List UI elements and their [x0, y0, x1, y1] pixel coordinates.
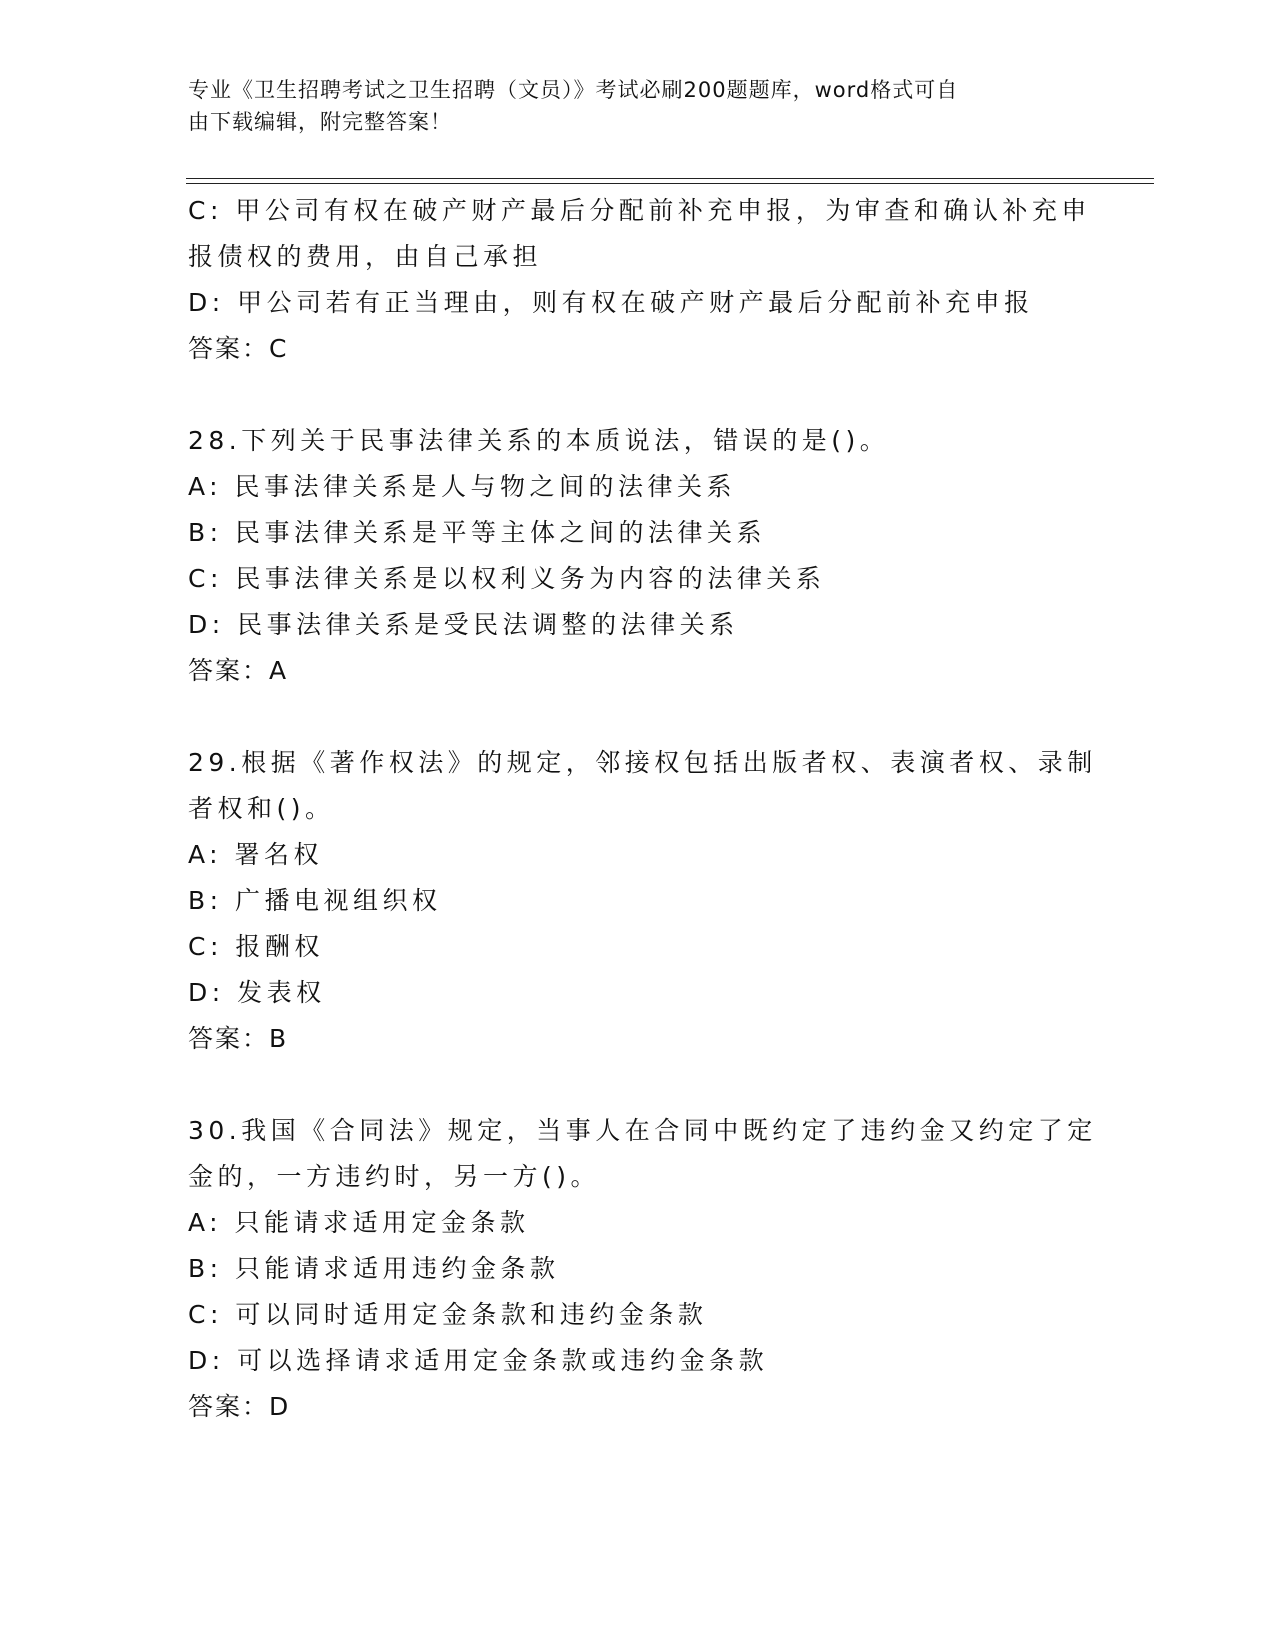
option-a: A: 署名权	[188, 840, 324, 869]
option-c-continued: 报债权的费用，由自己承担	[188, 242, 543, 271]
answer: 答案：C	[188, 334, 289, 363]
option-a: A: 只能请求适用定金条款	[188, 1208, 530, 1237]
option-d: D: 发表权	[188, 978, 326, 1007]
header-divider-bottom	[186, 183, 1154, 184]
option-a: A: 民事法律关系是人与物之间的法律关系	[188, 472, 737, 501]
spacer	[188, 694, 1088, 740]
header-line-1: 专业《卫生招聘考试之卫生招聘（文员）》考试必刷200题题库，word格式可自	[188, 78, 959, 102]
answer: 答案：B	[188, 1024, 289, 1053]
option-d: D: 民事法律关系是受民法调整的法律关系	[188, 610, 739, 639]
question-stem: 29.根据《著作权法》的规定，邻接权包括出版者权、表演者权、录制	[188, 748, 1097, 777]
question-stem-continued: 者权和()。	[188, 794, 335, 823]
question-stem-continued: 金的，一方违约时，另一方()。	[188, 1162, 601, 1191]
question-27-tail	[188, 188, 1091, 372]
option-d: D: 可以选择请求适用定金条款或违约金条款	[188, 1346, 769, 1375]
answer: 答案：D	[188, 1392, 291, 1421]
header-line-2: 由下载编辑，附完整答案！	[188, 110, 452, 134]
question-stem: 30.我国《合同法》规定，当事人在合同中既约定了违约金又约定了定	[188, 1116, 1097, 1145]
option-c: C: 民事法律关系是以权利义务为内容的法律关系	[188, 564, 826, 593]
option-b: B: 只能请求适用违约金条款	[188, 1254, 560, 1283]
header-divider-top	[186, 178, 1154, 179]
option-c: C: 报酬权	[188, 932, 324, 961]
question-content	[188, 188, 1097, 1430]
question-29	[188, 740, 1097, 1062]
option-b: B: 民事法律关系是平等主体之间的法律关系	[188, 518, 767, 547]
document-header	[188, 74, 1068, 138]
answer: 答案：A	[188, 656, 289, 685]
option-d: D: 甲公司若有正当理由，则有权在破产财产最后分配前补充申报	[188, 288, 1034, 317]
spacer	[188, 372, 1088, 418]
spacer	[188, 1062, 1088, 1108]
option-c: C: 甲公司有权在破产财产最后分配前补充申报，为审查和确认补充申	[188, 196, 1091, 225]
option-b: B: 广播电视组织权	[188, 886, 442, 915]
question-28	[188, 418, 1088, 694]
option-c: C: 可以同时适用定金条款和违约金条款	[188, 1300, 708, 1329]
question-30	[188, 1108, 1097, 1430]
question-stem: 28.下列关于民事法律关系的本质说法，错误的是()。	[188, 426, 890, 455]
